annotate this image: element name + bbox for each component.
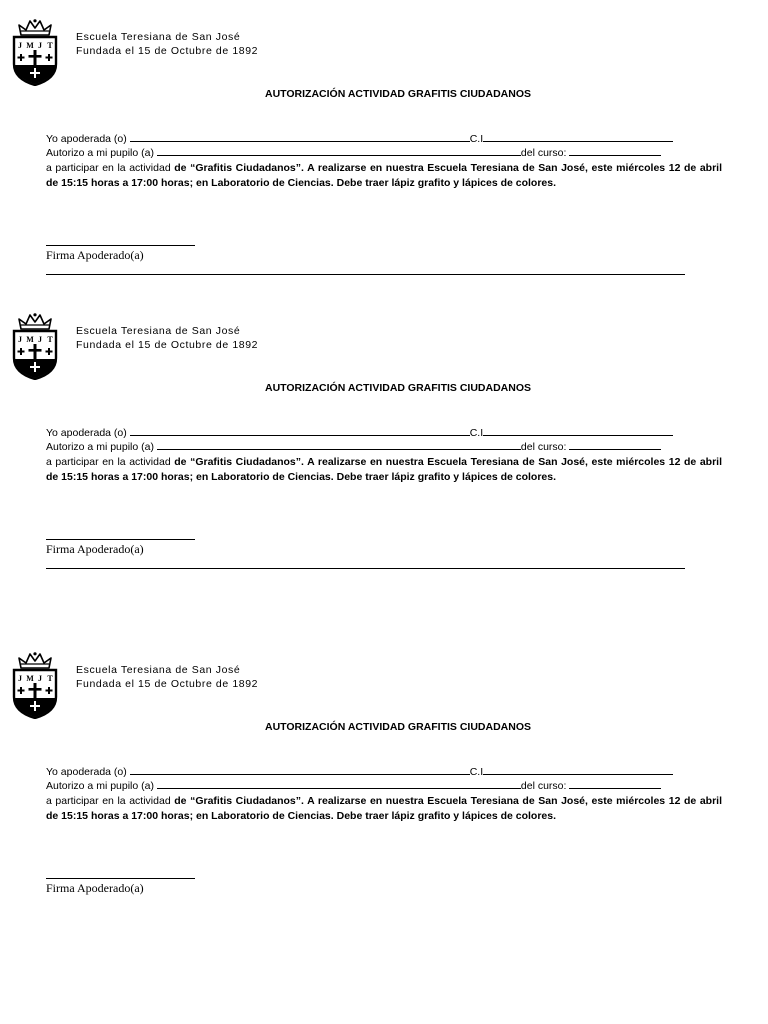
school-crest-icon [12, 312, 58, 380]
authorization-text-details: de “Grafitis Ciudadanos”. A realizarse en nuestra Escuela Teresiana de San José, este miércoles 12 de abril de 15:15 horas a 17:00 horas; en Laboratorio de Ciencias. Debe traer lápiz grafito y lápices de colores. [46, 456, 723, 483]
crest-letter: J [18, 335, 22, 344]
crest-letter: M [26, 335, 34, 344]
authorization-text [46, 794, 722, 824]
cut-line [46, 568, 685, 569]
guardian-row [46, 765, 673, 778]
crest-letter: M [26, 674, 34, 683]
crest-letter: J [38, 674, 42, 683]
authorization-text-intro: a participar en la actividad [46, 456, 175, 468]
school-name: Escuela Teresiana de San José [76, 664, 241, 676]
id-number-field[interactable] [483, 132, 673, 142]
id-number-field[interactable] [483, 426, 673, 436]
authorization-text-intro: a participar en la actividad [46, 795, 175, 807]
course-field[interactable] [569, 779, 661, 789]
school-crest-icon [12, 651, 58, 719]
guardian-row [46, 132, 673, 145]
school-name: Escuela Teresiana de San José [76, 31, 241, 43]
course-label: del curso: [520, 780, 567, 792]
pupil-row [46, 146, 661, 159]
id-label: C.I [469, 133, 484, 145]
form-title: AUTORIZACIÓN ACTIVIDAD GRAFITIS CIUDADANOS [265, 721, 531, 733]
school-founding-date: Fundada el 15 de Octubre de 1892 [76, 339, 259, 351]
authorization-slip [0, 633, 768, 923]
cut-line [46, 274, 685, 275]
guardian-row [46, 426, 673, 439]
signature-line[interactable] [46, 878, 195, 879]
authorization-text-details: de “Grafitis Ciudadanos”. A realizarse en nuestra Escuela Teresiana de San José, este miércoles 12 de abril de 15:15 horas a 17:00 horas; en Laboratorio de Ciencias. Debe traer lápiz grafito y lápices de colores. [46, 795, 723, 822]
guardian-label: Yo apoderada (o) [46, 427, 127, 439]
authorization-text-details: de “Grafitis Ciudadanos”. A realizarse en nuestra Escuela Teresiana de San José, este miércoles 12 de abril de 15:15 horas a 17:00 horas; en Laboratorio de Ciencias. Debe traer lápiz grafito y lápices de colores. [46, 162, 723, 189]
school-crest-icon [12, 18, 58, 86]
guardian-name-field[interactable] [130, 426, 470, 436]
guardian-name-field[interactable] [130, 765, 470, 775]
signature-label: Firma Apoderado(a) [46, 248, 144, 262]
course-label: del curso: [520, 441, 567, 453]
crest-letter: J [38, 335, 42, 344]
crest-letter: T [47, 335, 53, 344]
pupil-name-field[interactable] [157, 440, 521, 450]
crest-letter: M [26, 41, 34, 50]
guardian-label: Yo apoderada (o) [46, 133, 127, 145]
school-name: Escuela Teresiana de San José [76, 325, 241, 337]
crest-letter: J [38, 41, 42, 50]
id-label: C.I [469, 427, 484, 439]
pupil-label: Autorizo a mi pupilo (a) [46, 147, 154, 159]
authorization-text [46, 455, 722, 485]
pupil-row [46, 779, 661, 792]
crest-letter: J [18, 674, 22, 683]
course-field[interactable] [569, 146, 661, 156]
guardian-label: Yo apoderada (o) [46, 766, 127, 778]
course-label: del curso: [520, 147, 567, 159]
crest-letter: T [47, 674, 53, 683]
form-title: AUTORIZACIÓN ACTIVIDAD GRAFITIS CIUDADANOS [265, 382, 531, 394]
pupil-name-field[interactable] [157, 779, 521, 789]
guardian-name-field[interactable] [130, 132, 470, 142]
authorization-slip [0, 0, 768, 290]
id-number-field[interactable] [483, 765, 673, 775]
pupil-label: Autorizo a mi pupilo (a) [46, 780, 154, 792]
school-founding-date: Fundada el 15 de Octubre de 1892 [76, 45, 259, 57]
authorization-text [46, 161, 722, 191]
course-field[interactable] [569, 440, 661, 450]
signature-line[interactable] [46, 245, 195, 246]
authorization-text-intro: a participar en la actividad [46, 162, 175, 174]
id-label: C.I [469, 766, 484, 778]
pupil-label: Autorizo a mi pupilo (a) [46, 441, 154, 453]
signature-line[interactable] [46, 539, 195, 540]
school-founding-date: Fundada el 15 de Octubre de 1892 [76, 678, 259, 690]
crest-letter: T [47, 41, 53, 50]
signature-label: Firma Apoderado(a) [46, 542, 144, 556]
crest-letter: J [18, 41, 22, 50]
signature-label: Firma Apoderado(a) [46, 881, 144, 895]
authorization-slip [0, 294, 768, 584]
form-title: AUTORIZACIÓN ACTIVIDAD GRAFITIS CIUDADANOS [265, 88, 531, 100]
pupil-name-field[interactable] [157, 146, 521, 156]
pupil-row [46, 440, 661, 453]
